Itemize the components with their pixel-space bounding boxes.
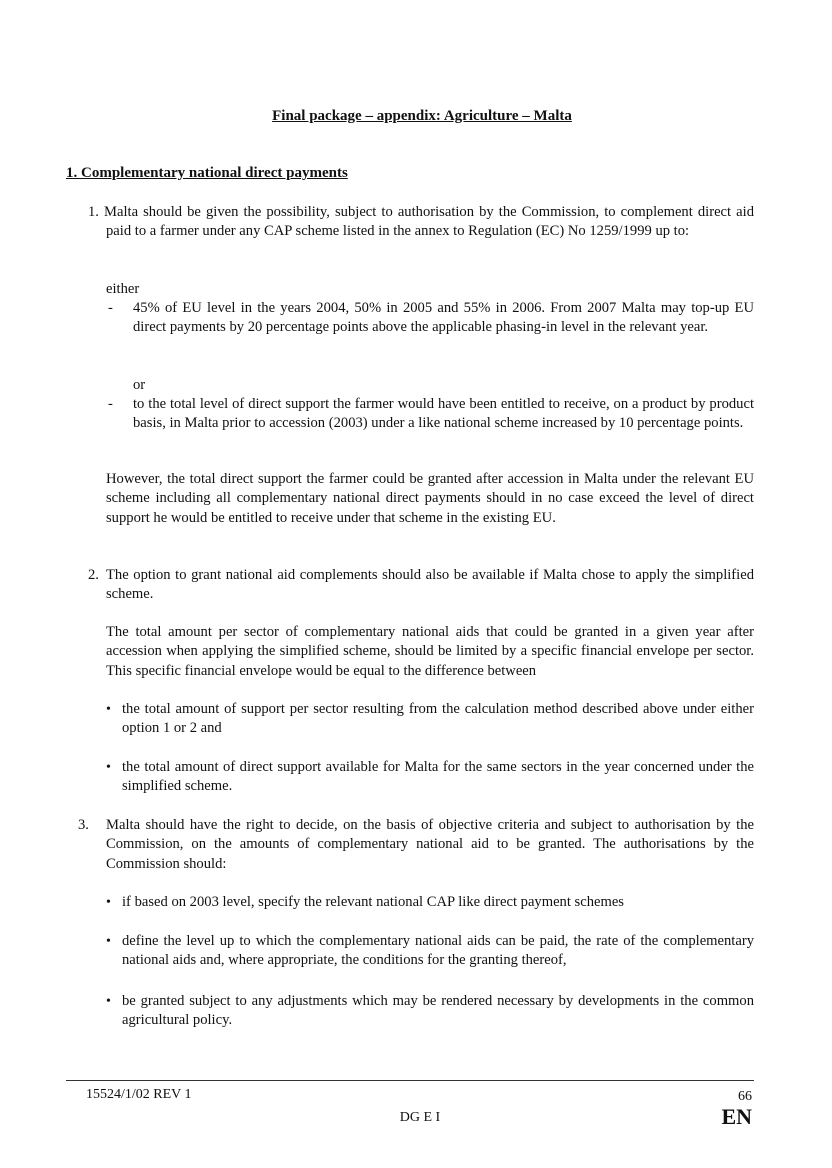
paragraph-3-bullet-3: be granted subject to any adjustments which may be rendered necessary by developments in the common agricultural policy. [122, 993, 754, 1029]
option-1-text: 45% of EU level in the years 2004, 50% in 2005 and 55% in 2006. From 2007 Malta may top-up EU direct payments by 20 percentage points above the applicable phasing-in level in the relevant year. [133, 300, 754, 336]
paragraph-3-bullet-1: if based on 2003 level, specify the relevant national CAP like direct payment schemes [122, 894, 624, 910]
page-title: Final package – appendix: Agriculture – Malta [272, 108, 572, 124]
bullet-marker: • [106, 760, 111, 775]
or-label: or [133, 377, 146, 393]
section-heading: 1. Complementary national direct payments [66, 165, 348, 181]
footer-divider [66, 1080, 754, 1081]
bullet-marker: • [106, 994, 111, 1009]
either-label: either [106, 281, 140, 297]
paragraph-1-number: 1. [88, 204, 99, 220]
paragraph-2-text: The option to grant national aid complements should also be available if Malta chose to apply the simplified scheme. [106, 567, 754, 603]
however-paragraph: However, the total direct support the farmer could be granted after accession in Malta under the relevant EU scheme including all complementary national direct payments should in no case exceed the level of direct support he would be entitled to receive under that scheme in the existing EU. [106, 471, 754, 526]
option-2-dash: - [108, 396, 113, 412]
bullet-marker: • [106, 934, 111, 949]
paragraph-3-bullet-2: define the level up to which the complementary national aids can be paid, the rate of the complementary national aids and, where appropriate, the conditions for the granting thereof, [122, 933, 754, 969]
paragraph-2-envelope: The total amount per sector of complementary national aids that could be granted in a given year after accession when applying the simplified scheme, should be limited by a specific financial envelope per sector. This specific financial envelope would be equal to the difference between [106, 624, 754, 679]
language-code: EN [721, 1104, 752, 1129]
page-number: 66 [738, 1089, 752, 1104]
paragraph-3-text: Malta should have the right to decide, on the basis of objective criteria and subject to authorisation by the Commission, on the amounts of complementary national aid to be granted. The authorisations by the Commission should: [106, 817, 754, 872]
option-1-dash: - [108, 300, 113, 316]
paragraph-2-number: 2. [88, 567, 99, 583]
bullet-marker: • [106, 702, 111, 717]
paragraph-2-bullet-2: the total amount of direct support available for Malta for the same sectors in the year concerned under the simplified scheme. [122, 759, 754, 795]
option-2-text: to the total level of direct support the farmer would have been entitled to receive, on a product by product basis, in Malta prior to accession (2003) under a like national scheme increased by 10 percentage points. [133, 396, 754, 432]
bullet-marker: • [106, 895, 111, 910]
document-reference: 15524/1/02 REV 1 [86, 1087, 192, 1102]
paragraph-3-number: 3. [78, 817, 89, 833]
department-label: DG E I [399, 1110, 441, 1125]
paragraph-1-text: Malta should be given the possibility, subject to authorisation by the Commission, to complement direct aid paid to a farmer under any CAP scheme listed in the annex to Regulation (EC) No 1259/1999 up to: [104, 204, 754, 240]
paragraph-2-bullet-1: the total amount of support per sector resulting from the calculation method described above under either option 1 or 2 and [122, 701, 754, 737]
